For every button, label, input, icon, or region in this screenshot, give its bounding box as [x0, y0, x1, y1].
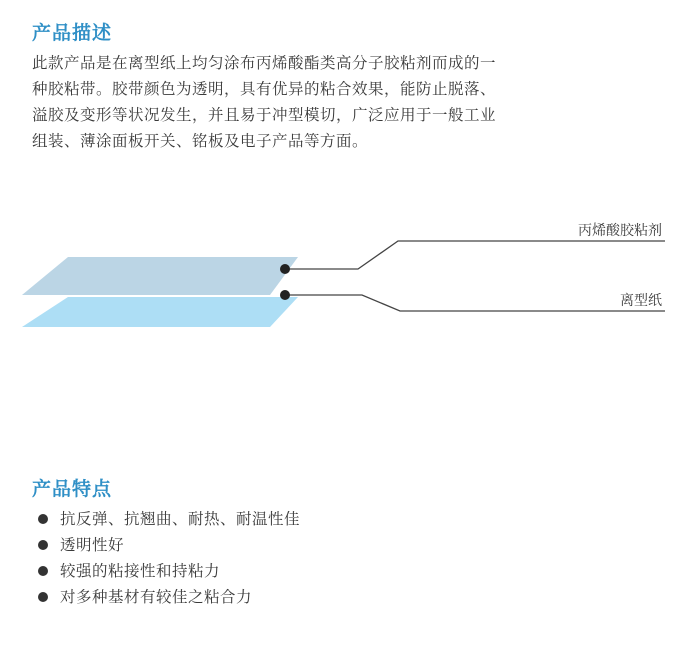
bullet-dot-icon	[38, 592, 48, 602]
release-paper-leader-line	[285, 295, 665, 311]
feature-item	[38, 558, 300, 584]
description-line: 此款产品是在离型纸上均匀涂布丙烯酸酯类高分子胶粘剂而成的一	[32, 54, 497, 72]
release-paper-marker-dot	[280, 290, 290, 300]
bullet-dot-icon	[38, 540, 48, 550]
feature-text: 对多种基材有较佳之粘合力	[60, 588, 253, 606]
feature-item	[38, 506, 300, 532]
release-paper-label: 离型纸	[620, 293, 662, 309]
description-line: 种胶粘带。胶带颜色为透明，具有优异的粘合效果，能防止脱落、	[32, 80, 497, 98]
feature-text: 透明性好	[60, 536, 125, 554]
feature-text: 较强的粘接性和持粘力	[60, 562, 221, 580]
bullet-dot-icon	[38, 566, 48, 576]
release-paper-layer	[22, 297, 298, 327]
features-heading: 产品特点	[32, 478, 113, 500]
description-text	[32, 50, 672, 154]
bullet-dot-icon	[38, 514, 48, 524]
adhesive-layer	[22, 257, 298, 295]
description-line: 溢胶及变形等状况发生，并且易于冲型模切，广泛应用于一般工业	[32, 106, 497, 124]
tape-layer-diagram	[0, 215, 694, 345]
feature-text: 抗反弹、抗翘曲、耐热、耐温性佳	[60, 510, 301, 528]
features-list	[38, 506, 300, 610]
description-heading: 产品描述	[32, 22, 113, 44]
feature-item	[38, 584, 300, 610]
adhesive-label: 丙烯酸胶粘剂	[578, 223, 662, 239]
description-line: 组装、薄涂面板开关、铭板及电子产品等方面。	[32, 132, 369, 150]
feature-item	[38, 532, 300, 558]
adhesive-leader-line	[285, 241, 665, 269]
adhesive-marker-dot	[280, 264, 290, 274]
